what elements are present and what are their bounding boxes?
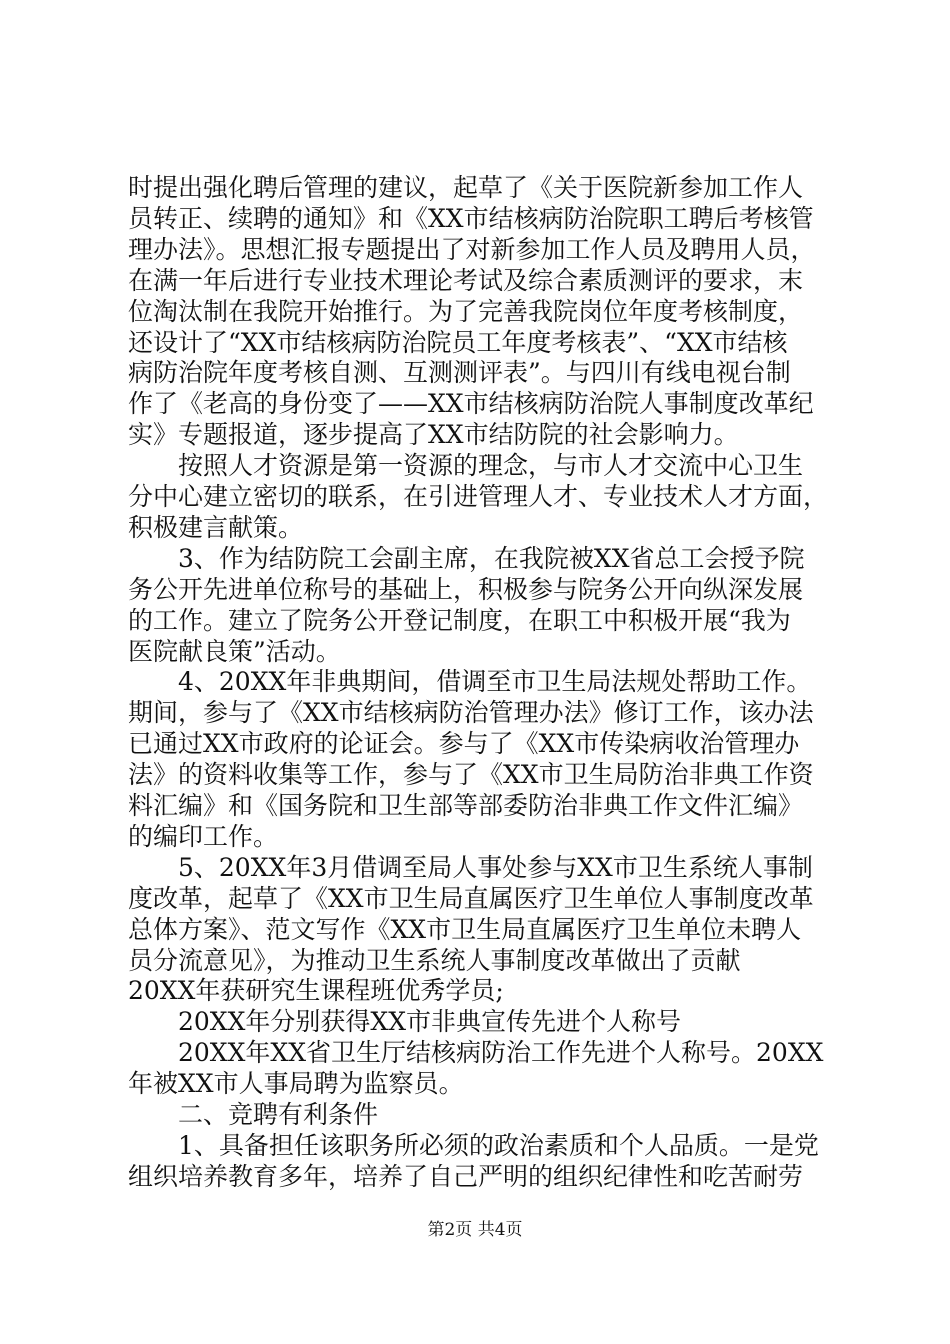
text-line: 病防治院年度考核自测、互测测评表”。与四川有线电视台制 bbox=[128, 358, 791, 388]
text-line: 位淘汰制在我院开始推行。为了完善我院岗位年度考核制度， bbox=[128, 296, 804, 326]
text-line: 的编印工作。 bbox=[128, 821, 279, 851]
text-line: 已通过XX市政府的论证会。参与了《XX市传染病收治管理办 bbox=[128, 729, 800, 759]
page-footer: 第2页 共4页 bbox=[427, 1220, 523, 1240]
text-line: 员分流意见》，为推动卫生系统人事制度改革做出了贡献 bbox=[128, 945, 741, 975]
text-line: 按照人才资源是第一资源的理念，与市人才交流中心卫生 bbox=[128, 451, 804, 481]
text-line: 1、具备担任该职务所必须的政治素质和个人品质。一是党 bbox=[128, 1130, 819, 1160]
text-line: 时提出强化聘后管理的建议，起草了《关于医院新参加工作人 bbox=[128, 173, 804, 202]
text-line: 作了《老高的身份变了——XX市结核病防治院人事制度改革纪 bbox=[128, 389, 814, 419]
text-line: 还设计了“XX市结核病防治院员工年度考核表”、“XX市结核 bbox=[128, 327, 788, 357]
text-line: 积极建言献策。 bbox=[128, 512, 304, 542]
text-line: 法》的资料收集等工作，参与了《XX市卫生局防治非典工作资 bbox=[128, 760, 814, 790]
text-line: 二、竞聘有利条件 bbox=[128, 1100, 379, 1129]
text-line: 总体方案》、范文写作《XX市卫生局直属医疗卫生单位未聘人 bbox=[128, 914, 802, 944]
text-line: 理办法》。思想汇报专题提出了对新参加工作人员及聘用人员， bbox=[128, 234, 816, 264]
text-line: 组织培养教育多年，培养了自己严明的组织纪律性和吃苦耐劳 bbox=[128, 1161, 804, 1191]
text-line: 4、20XX年非典期间，借调至市卫生局法规处帮助工作。 bbox=[128, 667, 812, 697]
text-line: 的工作。建立了院务公开登记制度，在职工中积极开展“我为 bbox=[128, 605, 791, 635]
text-line: 实》专题报道，逐步提高了XX市结防院的社会影响力。 bbox=[128, 420, 739, 450]
text-line: 务公开先进单位称号的基础上，积极参与院务公开向纵深发展 bbox=[128, 574, 804, 604]
text-line: 料汇编》和《国务院和卫生部等部委防治非典工作文件汇编》 bbox=[128, 791, 804, 820]
text-line: 年被XX市人事局聘为监察员。 bbox=[128, 1069, 464, 1099]
text-line: 5、20XX年3月借调至局人事处参与XX市卫生系统人事制 bbox=[128, 852, 813, 882]
text-line: 3、作为结防院工会副主席，在我院被XX省总工会授予院 bbox=[128, 543, 805, 573]
text-line: 员转正、续聘的通知》和《XX市结核病防治院职工聘后考核管 bbox=[128, 203, 814, 233]
text-line: 分中心建立密切的联系，在引进管理人才、专业技术人才方面， bbox=[128, 482, 829, 511]
text-line: 期间，参与了《XX市结核病防治管理办法》修订工作，该办法 bbox=[128, 698, 814, 728]
text-line: 20XX年XX省卫生厅结核病防治工作先进个人称号。20XX bbox=[128, 1038, 824, 1068]
text-line: 医院献良策”活动。 bbox=[128, 636, 341, 666]
text-line: 20XX年获研究生课程班优秀学员; bbox=[128, 976, 504, 1006]
text-line: 20XX年分别获得XX市非典宣传先进个人称号 bbox=[128, 1007, 682, 1037]
text-line: 度改革，起草了《XX市卫生局直属医疗卫生单位人事制度改革 bbox=[128, 883, 814, 913]
text-line: 在满一年后进行专业技术理论考试及综合素质测评的要求，末 bbox=[128, 265, 804, 295]
